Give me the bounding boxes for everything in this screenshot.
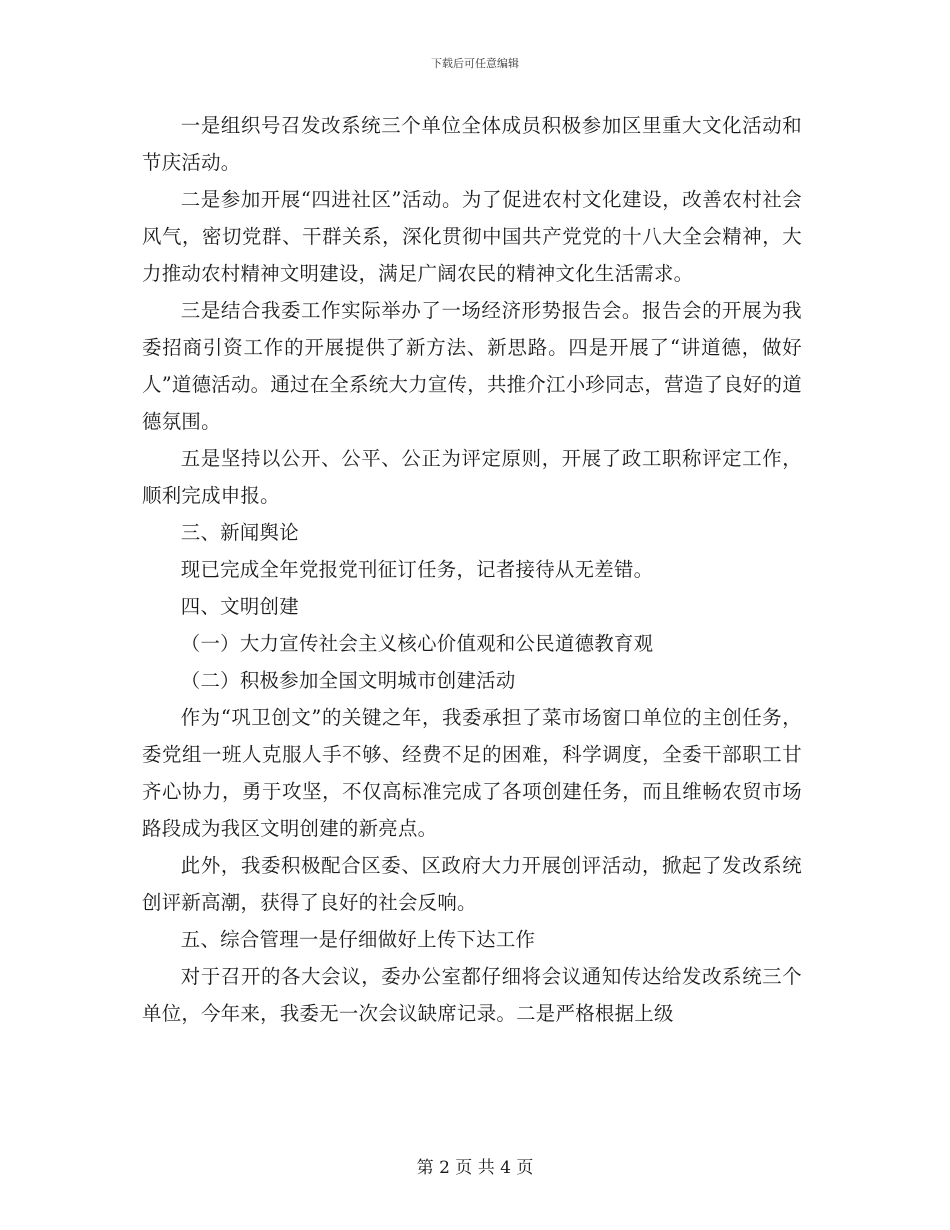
subsection-heading: （二）积极参加全国文明城市创建活动	[180, 669, 516, 692]
page-header: 下载后可任意编辑	[431, 57, 519, 70]
page-number: 第 2 页 共 4 页	[416, 1158, 534, 1178]
paragraph: 作为“巩卫创文”的关键之年，我委承担了菜市场窗口单位的主创任务，委党组一班人克服人手不够、经费不足的困难，科学调度，全委干部职工甘齐心协力，勇于攻坚，不仅高标准完成了各项创建任务，而且维畅农贸市场路段成为我区文明创建的新亮点。	[142, 706, 802, 840]
document-body	[142, 107, 802, 1032]
paragraph: 此外，我委积极配合区委、区政府大力开展创评活动，掀起了发改系统创评新高潮，获得了良好的社会反响。	[142, 854, 802, 914]
paragraph: 三是结合我委工作实际举办了一场经济形势报告会。报告会的开展为我委招商引资工作的开展提供了新方法、新思路。四是开展了“讲道德，做好人”道德活动。通过在全系统大力宣传，共推介江小珍同志，营造了良好的道德氛围。	[142, 299, 803, 433]
section-heading: 四、文明创建	[180, 595, 299, 618]
subsection-heading: （一）大力宣传社会主义核心价值观和公民道德教育观	[180, 632, 654, 655]
paragraph: 对于召开的各大会议，委办公室都仔细将会议通知传达给发改系统三个单位，今年来，我委无一次会议缺席记录。二是严格根据上级	[142, 965, 802, 1025]
section-heading: 五、综合管理一是仔细做好上传下达工作	[180, 928, 536, 951]
paragraph: 二是参加开展“四进社区”活动。为了促进农村文化建设，改善农村社会风气，密切党群、干群关系，深化贯彻中国共产党党的十八大全会精神，大力推动农村精神文明建设，满足广阔农民的精神文化生活需求。	[142, 188, 802, 285]
paragraph: 一是组织号召发改系统三个单位全体成员积极参加区里重大文化活动和节庆活动。	[142, 114, 802, 174]
paragraph: 五是坚持以公开、公平、公正为评定原则，开展了政工职称评定工作，顺利完成申报。	[142, 447, 802, 507]
section-heading: 三、新闻舆论	[180, 521, 299, 544]
paragraph: 现已完成全年党报党刊征订任务，记者接待从无差错。	[180, 558, 654, 581]
